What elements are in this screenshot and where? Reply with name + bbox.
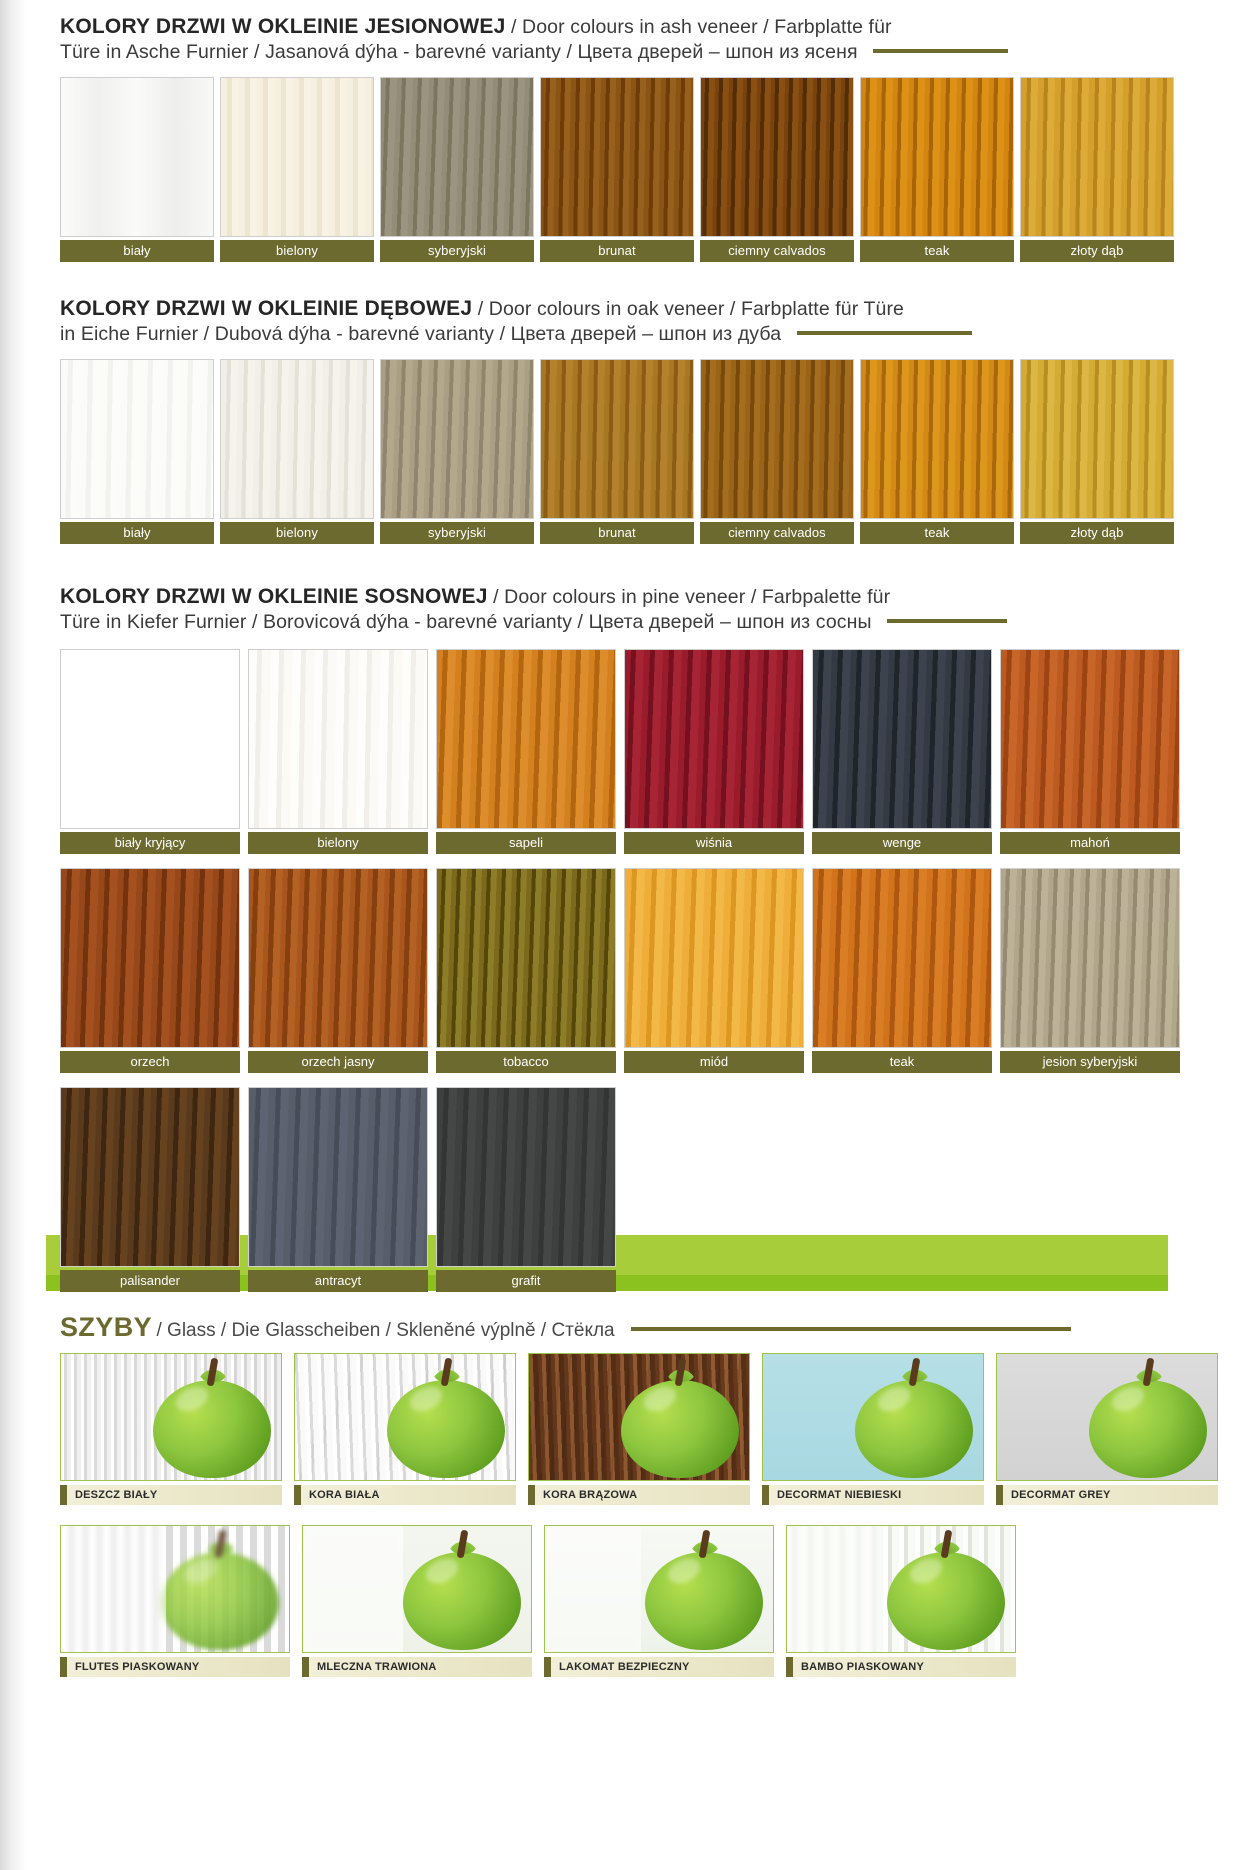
swatch-cell[interactable] <box>700 359 854 544</box>
glass-label: KORA BIAŁA <box>294 1485 516 1505</box>
swatch-cell[interactable] <box>624 868 804 1073</box>
swatch-label: mahoń <box>1000 832 1180 854</box>
apple-icon <box>621 1366 741 1478</box>
glass-cell[interactable] <box>528 1353 750 1505</box>
glass-cell[interactable] <box>60 1353 282 1505</box>
swatch-label: ciemny calvados <box>700 522 854 544</box>
swatch-label: orzech jasny <box>248 1051 428 1073</box>
swatch-chip <box>220 359 374 519</box>
swatch-chip <box>248 649 428 829</box>
glass-cell[interactable] <box>786 1525 1016 1677</box>
apple-icon <box>855 1366 975 1478</box>
section-heading-ash <box>60 0 1218 69</box>
swatch-cell[interactable] <box>220 359 374 544</box>
swatch-label: brunat <box>540 522 694 544</box>
swatch-cell[interactable] <box>624 649 804 854</box>
section-heading-pine <box>60 544 1218 639</box>
apple-icon <box>645 1538 765 1650</box>
apple-icon <box>1089 1366 1209 1478</box>
heading-rule <box>873 49 1008 53</box>
heading-rule <box>631 1327 1071 1331</box>
swatch-label: biały <box>60 240 214 262</box>
swatch-cell[interactable] <box>1020 359 1174 544</box>
swatch-chip <box>60 868 240 1048</box>
glass-cell[interactable] <box>294 1353 516 1505</box>
glass-grid-row2 <box>60 1525 1218 1677</box>
swatch-chip <box>540 359 694 519</box>
swatch-cell[interactable] <box>1000 868 1180 1073</box>
swatch-chip <box>860 359 1014 519</box>
section-title-ash-rest1: / Door colours in ash veneer / Farbplatte für <box>505 16 892 38</box>
glass-label: DECORMAT NIEBIESKI <box>762 1485 984 1505</box>
glass-cell[interactable] <box>60 1525 290 1677</box>
swatch-chip <box>1000 649 1180 829</box>
swatch-label: grafit <box>436 1270 616 1292</box>
swatch-chip <box>700 359 854 519</box>
swatch-cell[interactable] <box>248 1087 428 1292</box>
swatch-label: antracyt <box>248 1270 428 1292</box>
section-title-pine-rest1: / Door colours in pine veneer / Farbpalette für <box>487 586 891 608</box>
swatch-chip <box>624 649 804 829</box>
section-title-oak-rest2: in Eiche Furnier / Dubová dýha - barevné varianty / Цвета дверей – шпон из дуба <box>60 323 782 345</box>
swatch-label: teak <box>860 522 1014 544</box>
swatch-cell[interactable] <box>380 359 534 544</box>
swatch-label: ciemny calvados <box>700 240 854 262</box>
swatch-cell[interactable] <box>812 868 992 1073</box>
glass-sample-image <box>528 1353 750 1481</box>
swatch-label: bielony <box>248 832 428 854</box>
swatch-label: teak <box>860 240 1014 262</box>
swatch-cell[interactable] <box>60 868 240 1073</box>
swatch-cell[interactable] <box>860 77 1014 262</box>
swatch-label: brunat <box>540 240 694 262</box>
heading-rule <box>887 619 1007 623</box>
swatch-cell[interactable] <box>436 1087 616 1292</box>
section-title-ash-rest2: Türe in Asche Furnier / Jasanová dýha - barevné varianty / Цвета дверей – шпон из ясеня <box>60 41 858 63</box>
pine-row3-wrapper <box>60 1087 1218 1292</box>
swatch-label: złoty dąb <box>1020 240 1174 262</box>
swatch-cell[interactable] <box>436 649 616 854</box>
glass-grid-row1 <box>60 1353 1218 1505</box>
section-title-ash: KOLORY DRZWI W OKLEINIE JESIONOWEJ <box>60 15 506 38</box>
swatch-cell[interactable] <box>540 77 694 262</box>
glass-label: BAMBO PIASKOWANY <box>786 1657 1016 1677</box>
glass-title: SZYBY <box>60 1312 153 1342</box>
glass-sample-image <box>996 1353 1218 1481</box>
swatch-cell[interactable] <box>220 77 374 262</box>
swatch-label: wiśnia <box>624 832 804 854</box>
swatch-grid-pine-row2 <box>60 868 1218 1073</box>
swatch-chip <box>812 868 992 1048</box>
swatch-cell[interactable] <box>436 868 616 1073</box>
swatch-label: palisander <box>60 1270 240 1292</box>
swatch-cell[interactable] <box>60 649 240 854</box>
swatch-chip <box>812 649 992 829</box>
frost-overlay <box>787 1526 878 1652</box>
swatch-cell[interactable] <box>248 649 428 854</box>
swatch-label: wenge <box>812 832 992 854</box>
swatch-chip <box>860 77 1014 237</box>
swatch-label: bielony <box>220 522 374 544</box>
swatch-cell[interactable] <box>60 77 214 262</box>
swatch-label: tobacco <box>436 1051 616 1073</box>
swatch-cell[interactable] <box>1020 77 1174 262</box>
glass-cell[interactable] <box>996 1353 1218 1505</box>
swatch-cell[interactable] <box>60 359 214 544</box>
glass-sample-image <box>544 1525 774 1653</box>
glass-subtitle: / Glass / Die Glasscheiben / Skleněné výplně / Стёкла <box>156 1320 615 1341</box>
swatch-label: bielony <box>220 240 374 262</box>
swatch-cell[interactable] <box>60 1087 240 1292</box>
swatch-label: sapeli <box>436 832 616 854</box>
swatch-cell[interactable] <box>380 77 534 262</box>
swatch-chip <box>436 1087 616 1267</box>
glass-sample-image <box>786 1525 1016 1653</box>
glass-sample-image <box>60 1353 282 1481</box>
swatch-grid-pine-row3 <box>60 1087 1218 1292</box>
frost-overlay <box>303 1526 403 1652</box>
section-title-pine: KOLORY DRZWI W OKLEINIE SOSNOWEJ <box>60 585 488 608</box>
swatch-chip <box>248 1087 428 1267</box>
swatch-label: miód <box>624 1051 804 1073</box>
swatch-chip <box>1020 77 1174 237</box>
swatch-chip <box>60 649 240 829</box>
section-title-pine-rest2: Türe in Kiefer Furnier / Borovicová dýha - barevné varianty / Цвета дверей – шпон из сосны <box>60 611 872 633</box>
heading-rule <box>797 331 972 335</box>
swatch-chip <box>436 868 616 1048</box>
glass-cell[interactable] <box>302 1525 532 1677</box>
glass-sample-image <box>60 1525 290 1653</box>
swatch-chip <box>540 77 694 237</box>
swatch-label: teak <box>812 1051 992 1073</box>
swatch-cell[interactable] <box>812 649 992 854</box>
swatch-chip <box>380 359 534 519</box>
swatch-chip <box>248 868 428 1048</box>
section-title-oak: KOLORY DRZWI W OKLEINIE DĘBOWEJ <box>60 297 473 320</box>
frost-overlay <box>545 1526 641 1652</box>
swatch-grid-oak <box>60 359 1218 544</box>
swatch-label: jesion syberyjski <box>1000 1051 1180 1073</box>
swatch-label: złoty dąb <box>1020 522 1174 544</box>
swatch-chip <box>700 77 854 237</box>
glass-cell[interactable] <box>544 1525 774 1677</box>
swatch-chip <box>60 359 214 519</box>
glass-label: DECORMAT GREY <box>996 1485 1218 1505</box>
glass-label: LAKOMAT BEZPIECZNY <box>544 1657 774 1677</box>
section-heading-glass <box>60 1302 1218 1343</box>
glass-sample-image <box>294 1353 516 1481</box>
section-title-oak-rest1: / Door colours in oak veneer / Farbplatte für Türe <box>472 298 904 320</box>
swatch-label: orzech <box>60 1051 240 1073</box>
swatch-label: syberyjski <box>380 240 534 262</box>
swatch-chip <box>220 77 374 237</box>
swatch-grid-pine-row1 <box>60 649 1218 854</box>
swatch-grid-ash <box>60 77 1218 262</box>
swatch-chip <box>1020 359 1174 519</box>
swatch-label: biały <box>60 522 214 544</box>
swatch-chip <box>1000 868 1180 1048</box>
glass-sample-image <box>762 1353 984 1481</box>
apple-icon <box>887 1538 1007 1650</box>
swatch-label: syberyjski <box>380 522 534 544</box>
swatch-cell[interactable] <box>860 359 1014 544</box>
swatch-chip <box>436 649 616 829</box>
section-heading-oak <box>60 262 1218 351</box>
apple-icon <box>403 1538 523 1650</box>
glass-cell[interactable] <box>762 1353 984 1505</box>
swatch-cell[interactable] <box>248 868 428 1073</box>
glass-label: DESZCZ BIAŁY <box>60 1485 282 1505</box>
glass-label: MLECZNA TRAWIONA <box>302 1657 532 1677</box>
frost-overlay <box>61 1526 166 1652</box>
swatch-chip <box>60 77 214 237</box>
swatch-cell[interactable] <box>700 77 854 262</box>
swatch-label: biały kryjący <box>60 832 240 854</box>
swatch-cell[interactable] <box>1000 649 1180 854</box>
glass-sample-image <box>302 1525 532 1653</box>
apple-icon <box>161 1538 281 1650</box>
glass-label: KORA BRĄZOWA <box>528 1485 750 1505</box>
swatch-chip <box>624 868 804 1048</box>
swatch-chip <box>60 1087 240 1267</box>
swatch-chip <box>380 77 534 237</box>
swatch-cell[interactable] <box>540 359 694 544</box>
apple-icon <box>387 1366 507 1478</box>
glass-label: FLUTES PIASKOWANY <box>60 1657 290 1677</box>
apple-icon <box>153 1366 273 1478</box>
